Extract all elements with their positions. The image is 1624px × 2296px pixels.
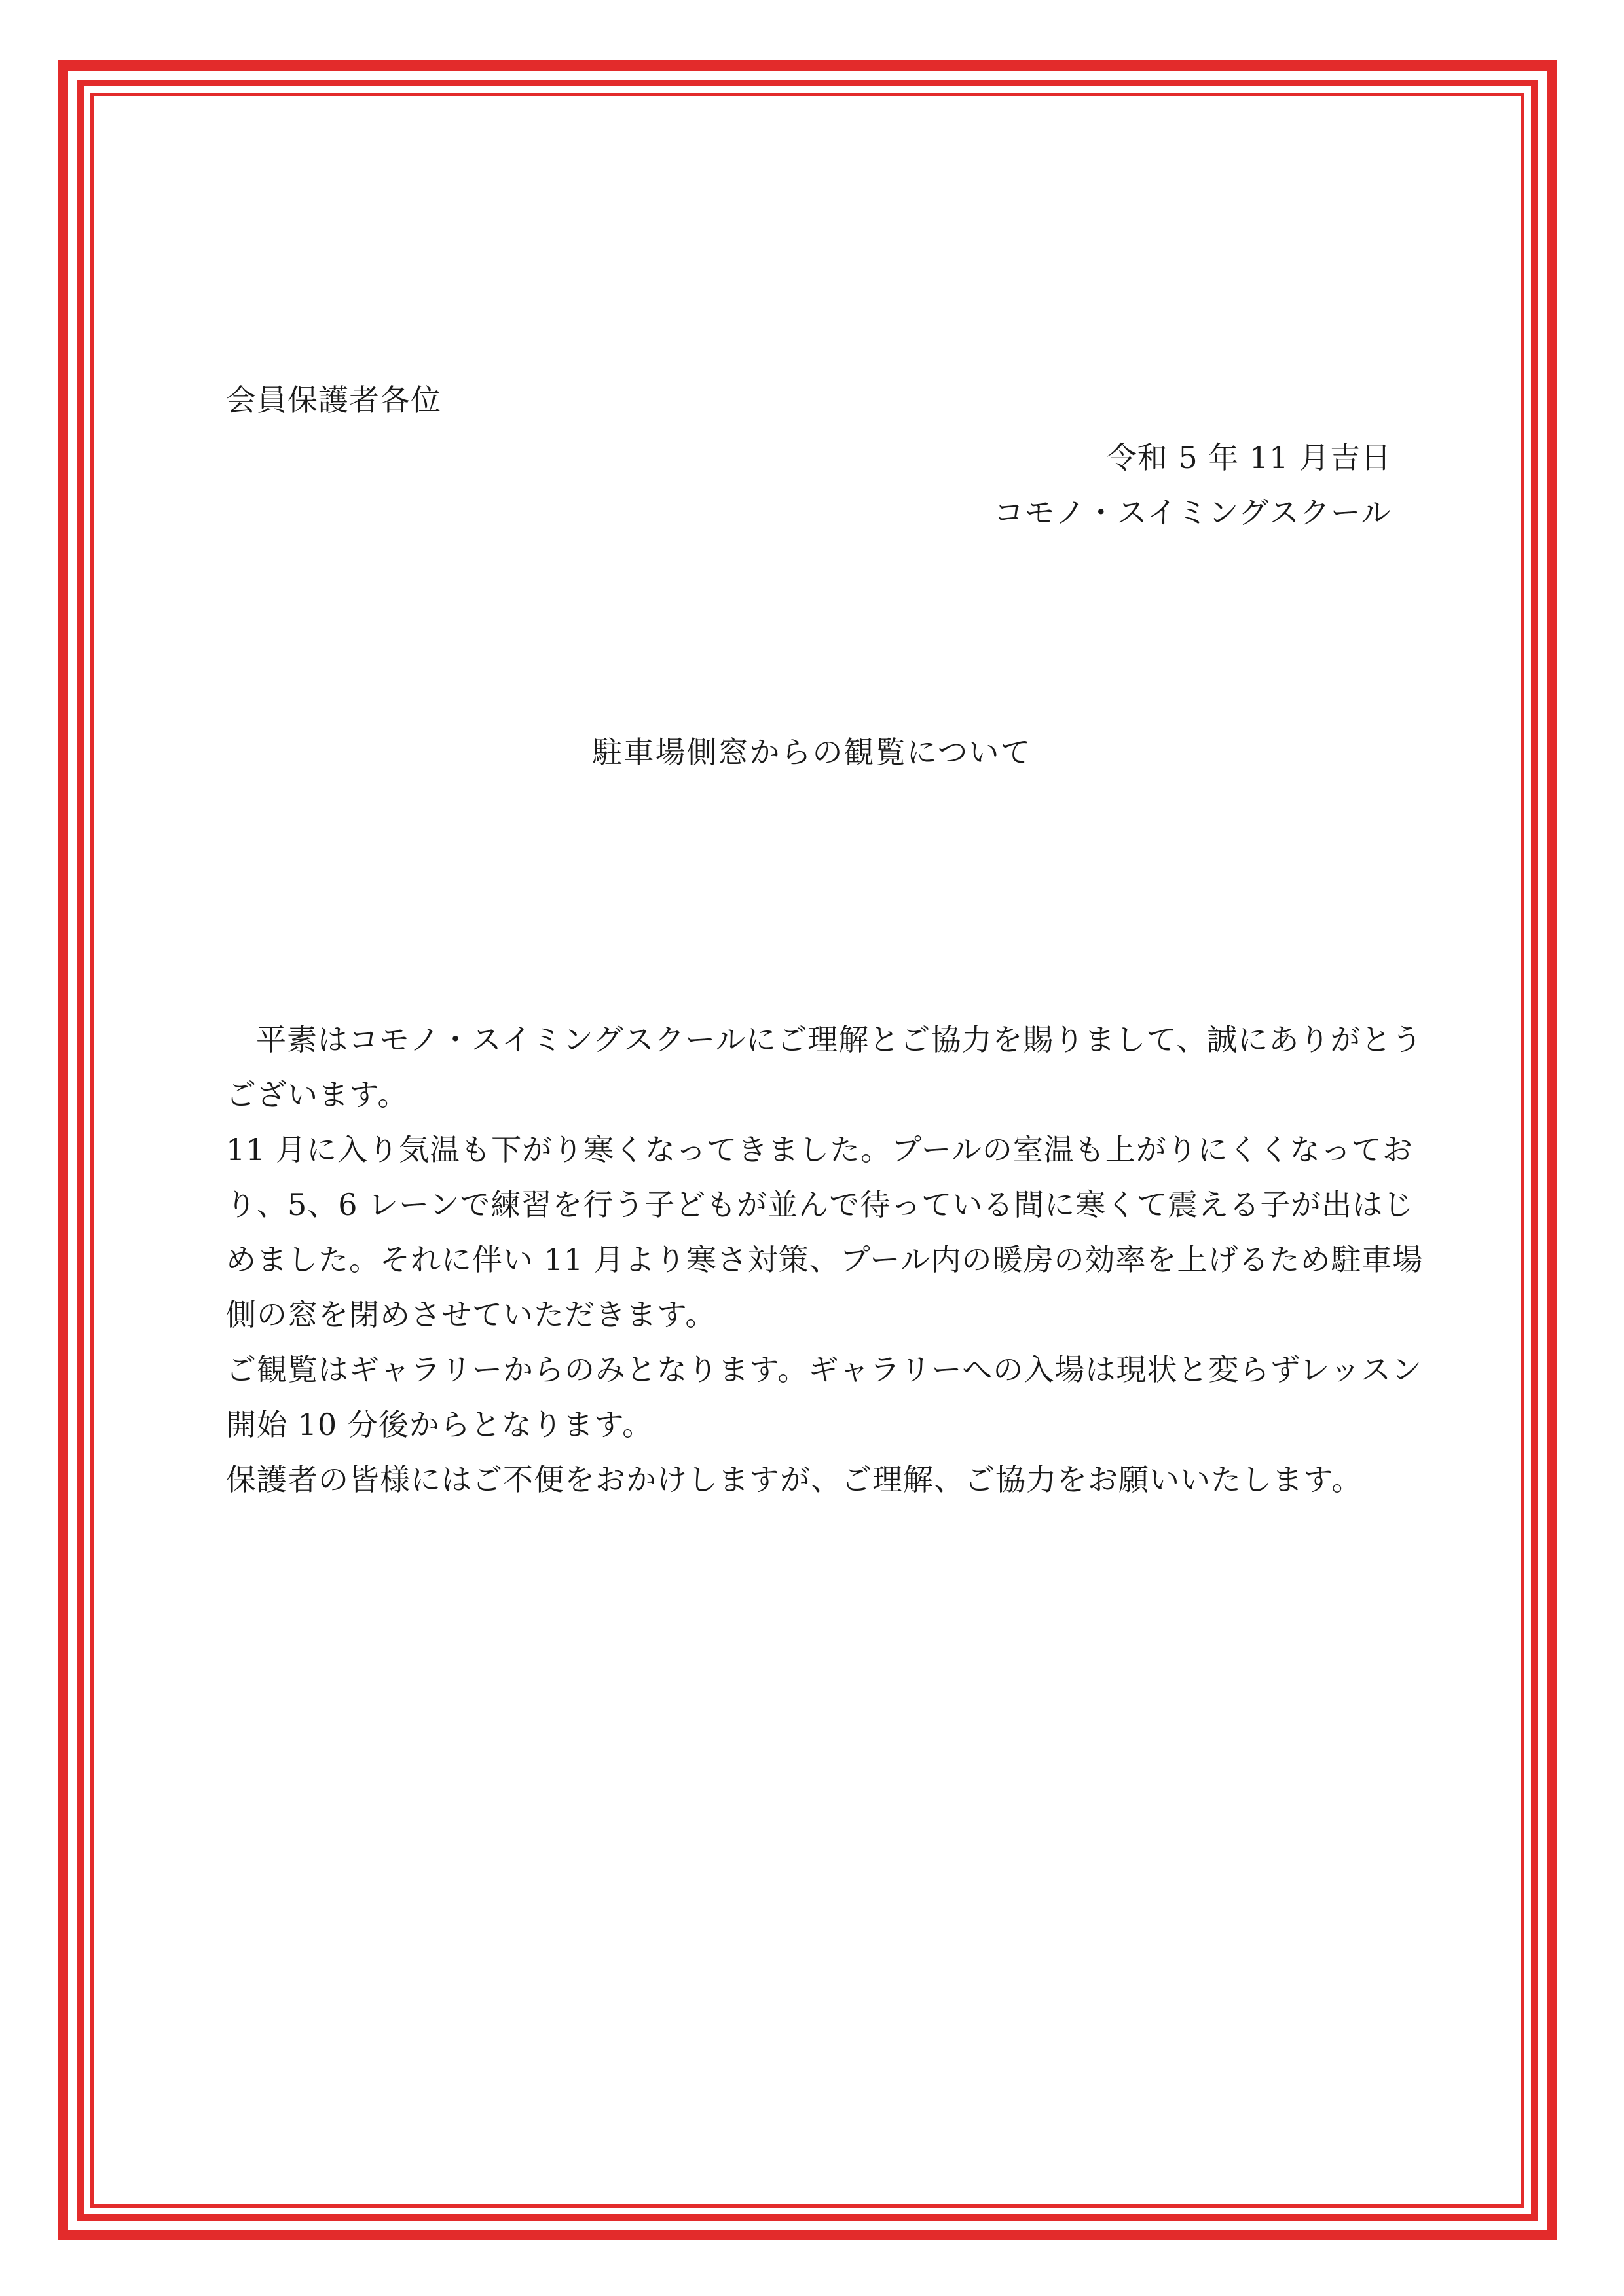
recipient-line: 会員保護者各位 [226, 382, 441, 418]
sender-name: コモノ・スイミングスクール [993, 495, 1392, 530]
body-paragraph-closing: 保護者の皆様にはご不便をおかけしますが、ご理解、ご協力をお願いいたします。 [226, 1462, 1363, 1497]
body-paragraph-gallery: ご観覧はギャラリーからのみとなります。ギャラリーへの入場は現状と変らずレッスン開始 10 分後からとなります。 [226, 1352, 1423, 1442]
issue-date: 令和 5 年 11 月吉日 [1106, 440, 1392, 475]
document-title: 駐車場側窓からの観覧について [592, 735, 1032, 770]
body-paragraph-notice: 11 月に入り気温も下がり寒くなってきました。プールの室温も上がりにくくなっており、5、6 レーンで練習を行う子どもが並んで待っている間に寒くて震える子が出はじめました。それに伴い 11 月より寒さ対策、プール内の暖房の効率を上げるため駐車場側の窓を閉めさせていただきます。 [226, 1132, 1424, 1332]
body-paragraph-greeting: 平素はコモノ・スイミングスクールにご理解とご協力を賜りまして、誠にありがとうございます。 [226, 1022, 1423, 1112]
letter-body [226, 1012, 1444, 1507]
